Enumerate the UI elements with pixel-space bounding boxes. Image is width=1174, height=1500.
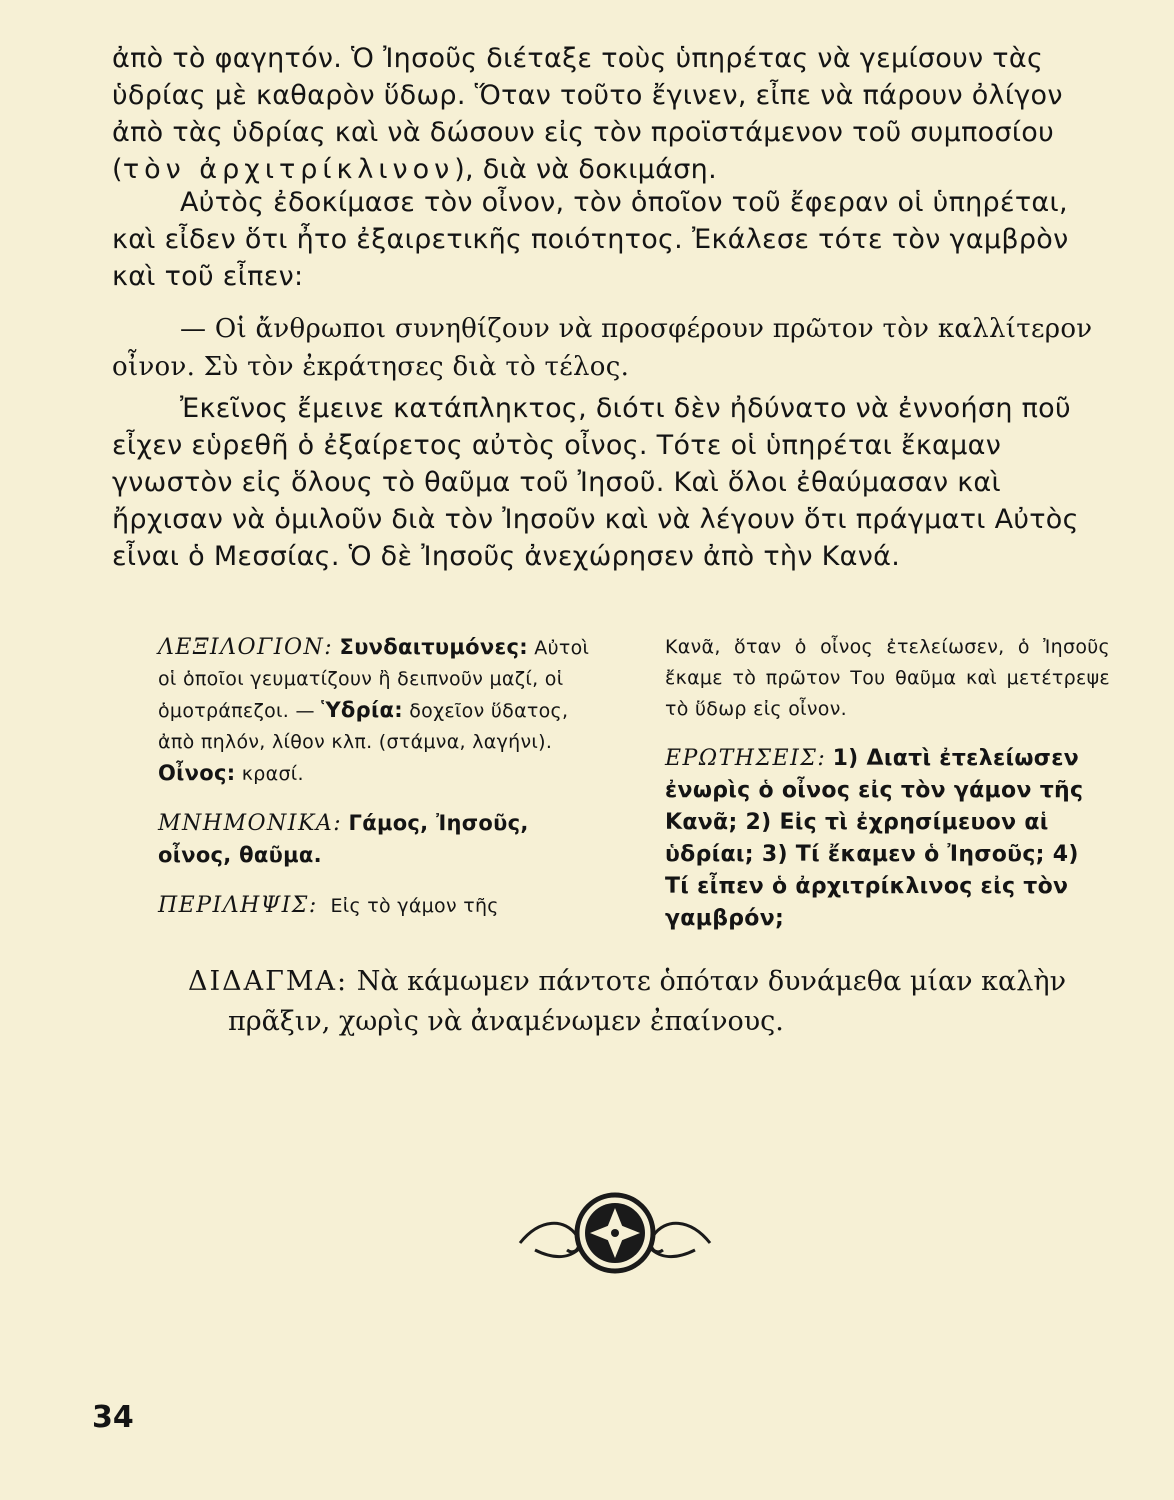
didagma-label: ΔΙΔΑΓΜΑ: [188,966,349,997]
paragraph-1-end: ), διὰ νὰ δοκιμάση. [454,154,717,185]
didagma-block [188,962,1108,1042]
lexilogion-term-2: Ὑδρία: [321,698,403,722]
paragraph-1 [112,40,1102,188]
paragraph-2 [112,184,1102,295]
dialogue-quote-text: — Οἱ ἄνθρωποι συνηθίζουν νὰ προσφέρουν πρῶτον τὸν καλλίτερον οἶνον. Σὺ τὸν ἐκράτησες διὰ τὸ τέλος. [112,314,1093,382]
paragraph-4-text: Ἐκεῖνος ἔμεινε κατάπληκτος, διότι δὲν ἠδύνατο νὰ ἐννοήση ποῦ εἶχεν εὑρεθῆ ὁ ἐξαίρετος αὐτὸς οἶνος. Τότε οἱ ὑπηρέται ἔκαμαν γνωστὸν εἰς ὅλους τὸ θαῦμα τοῦ Ἰησοῦ. Καὶ ὅλοι ἐθαύμασαν καὶ ἤρχισαν νὰ ὁμιλοῦν διὰ τὸν Ἰησοῦν καὶ νὰ λέγουν ὅτι πράγματι Αὐτὸς εἶναι ὁ Μεσσίας. Ὁ δὲ Ἰησοῦς ἀνεχώρησεν ἀπὸ τὴν Κανά. [112,393,1079,572]
perilipsis-block [158,890,603,922]
erotiseis-block [665,743,1110,935]
erotiseis-text: 1) Διατὶ ἐτελείωσεν ἐνωρὶς ὁ οἶνος εἰς τὸν γάμον τῆς Κανᾶ; 2) Εἰς τὶ ἐχρησίμευον αἱ ὑδρίαι; 3) Τί ἔκαμεν ὁ Ἰησοῦς; 4) Τί εἶπεν ὁ ἀρχιτρίκλινος εἰς τὸν γαμβρόν; [665,746,1084,931]
perilipsis-label: ΠΕΡΙΛΗΨΙΣ: [158,893,318,918]
cross-ornament-icon [515,1188,715,1278]
mnemonika-label: ΜΝΗΜΟΝΙΚΑ: [158,811,343,836]
lexilogion-def-3: κρασί. [241,763,304,785]
lexilogion-term-3: Οἶνος: [158,761,236,785]
lexilogion-label: ΛΕΞΙΛΟΓΙΟΝ: [158,635,334,660]
lexilogion-term-1: Συνδαιτυμόνες: [339,635,528,659]
dialogue-quote [112,310,1102,386]
architriklinos-emphasis: τὸν ἀρχιτρίκλινον [122,154,455,185]
paragraph-1-text: ἀπὸ τὸ φαγητόν. Ὁ Ἰησοῦς διέταξε τοὺς ὑπηρέτας νὰ γεμίσουν τὰς ὑδρίας μὲ καθαρὸν ὕδωρ. Ὅταν τοῦτο ἔγινεν, εἶπε νὰ πάρουν ὀλίγον ἀπὸ τὰς ὑδρίας καὶ νὰ δώσουν εἰς τὸν προϊστάμενον τοῦ συμποσίου ( [112,43,1063,185]
page-number: 34 [92,1400,134,1435]
didagma-line-1: Νὰ κάμωμεν πάντοτε ὁπόταν δυνάμεθα μίαν καλὴν [356,966,1066,997]
paragraph-4 [112,390,1102,575]
right-column [665,632,1110,953]
lexilogion-def-2: δοχεῖον ὕδατος, ἀπὸ πηλόν, λίθον κλπ. (στάμνα, λαγήνι). [158,700,569,753]
paragraph-2-text: Αὐτὸς ἐδοκίμασε τὸν οἶνον, τὸν ὁποῖον τοῦ ἔφεραν οἱ ὑπηρέται, καὶ εἶδεν ὅτι ἦτο ἐξαιρετικῆς ποιότητος. Ἐκάλεσε τότε τὸν γαμβρὸν καὶ τοῦ εἶπεν: [112,187,1069,292]
mnemonika-block [158,808,603,872]
didagma-line-2: πρᾶξιν, χωρὶς νὰ ἀναμένωμεν ἐπαίνους. [228,1006,784,1037]
lexilogion-def-1: Αὐτοὶ οἱ ὁποῖοι γευματίζουν ἢ δειπνοῦν μαζί, οἱ ὁμοτράπεζοι. — [158,637,590,722]
mnemonika-text: Γάμος, Ἰησοῦς, οἶνος, θαῦμα. [158,811,529,867]
left-column [158,632,603,940]
perilipsis-text-start: Εἰς τὸ γάμον τῆς [330,895,499,917]
erotiseis-label: ΕΡΩΤΗΣΕΙΣ: [665,746,827,771]
lexilogion-block [158,632,603,790]
perilipsis-continued: Κανᾶ, ὅταν ὁ οἶνος ἐτελείωσεν, ὁ Ἰησοῦς ἔκαμε τὸ πρῶτον Του θαῦμα καὶ μετέτρεψε τὸ ὕδωρ εἰς οἶνον. [665,636,1110,720]
